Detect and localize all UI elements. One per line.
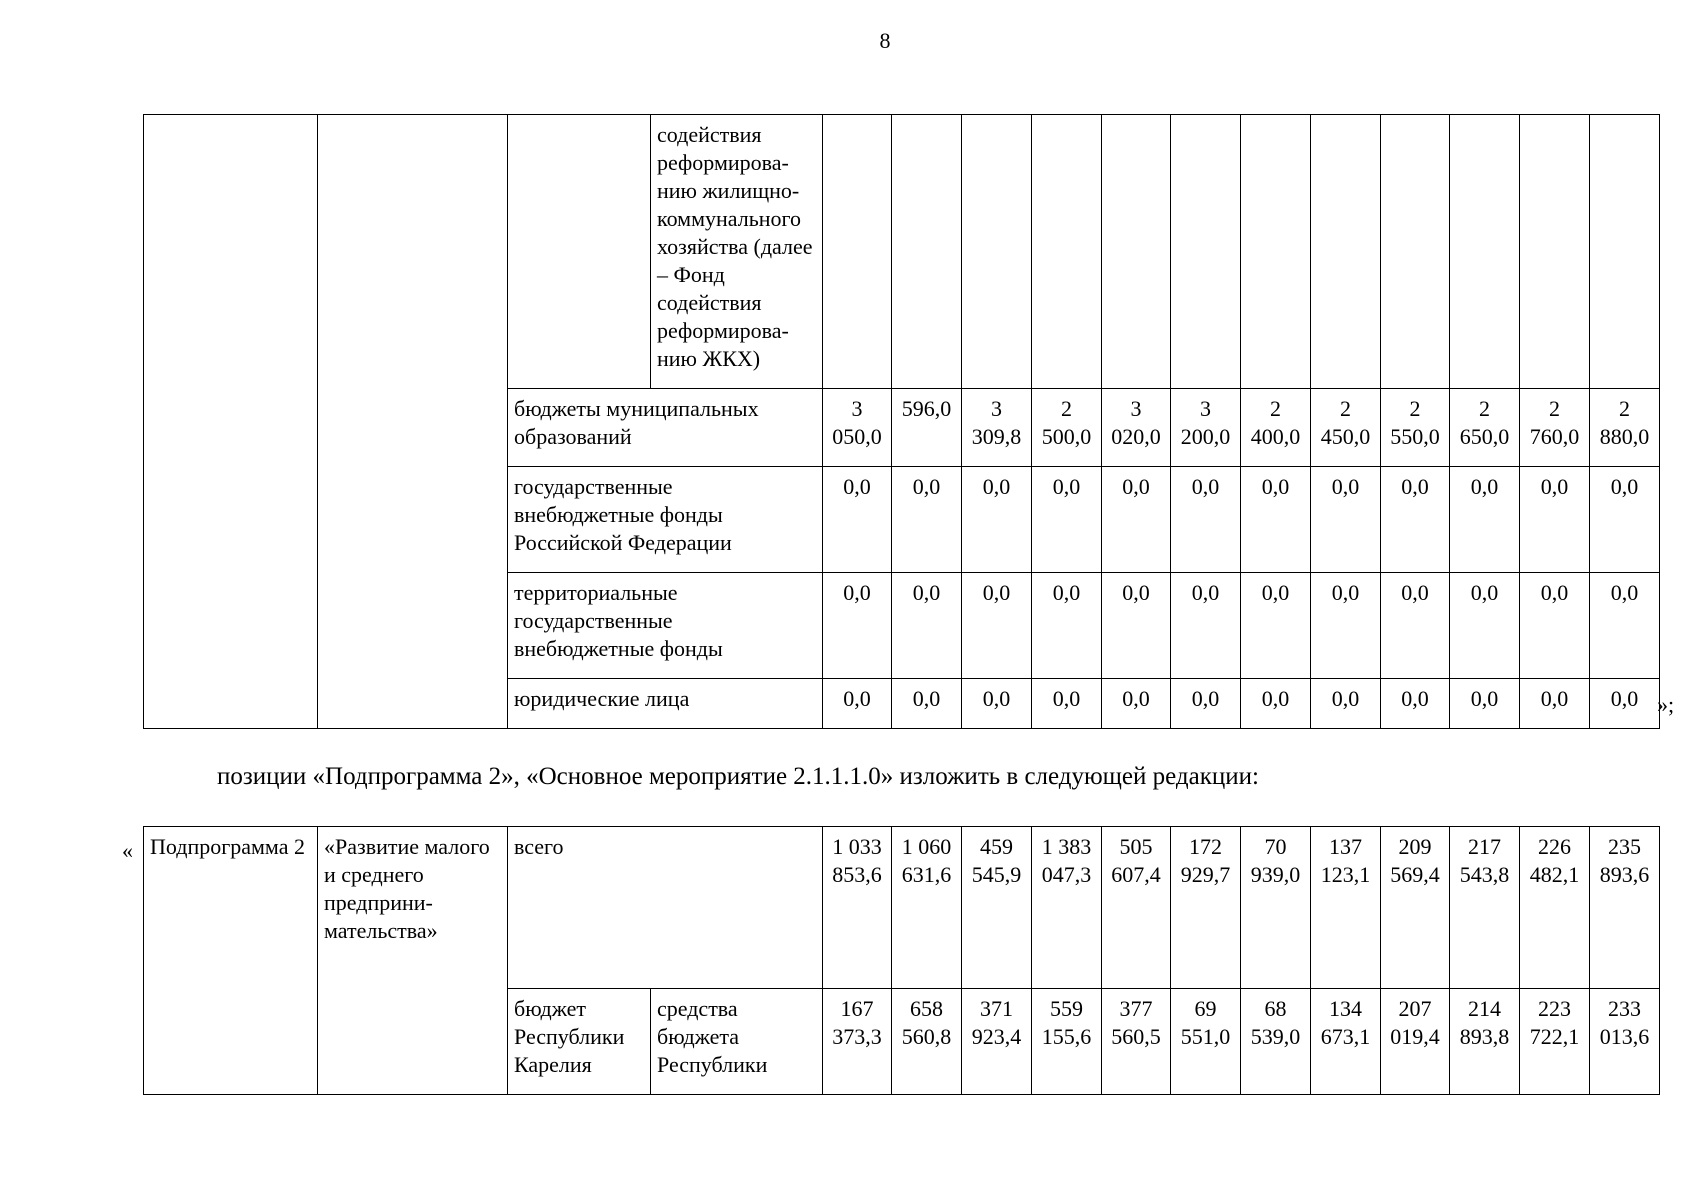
value-cell: 1 060 631,6	[892, 827, 962, 989]
value-cell: 505 607,4	[1102, 827, 1171, 989]
value-cell: 172 929,7	[1171, 827, 1241, 989]
name-cell: «Развитие малого и среднего предприни-мательства»	[318, 827, 508, 1095]
value-cell: 137 123,1	[1311, 827, 1381, 989]
value-cell: 0,0	[823, 467, 892, 573]
value-cell: 0,0	[892, 679, 962, 729]
value-cell: 596,0	[892, 389, 962, 467]
value-cell: 1 383 047,3	[1032, 827, 1102, 989]
value-cell: 459 545,9	[962, 827, 1032, 989]
value-cell: 3 020,0	[1102, 389, 1171, 467]
value-cell: 0,0	[1381, 679, 1450, 729]
value-cell: 223 722,1	[1520, 989, 1590, 1095]
value-cell: 3 309,8	[962, 389, 1032, 467]
funding-table-continuation	[143, 114, 1660, 729]
value-cell: 3 050,0	[823, 389, 892, 467]
value-cell: 0,0	[823, 573, 892, 679]
value-cell: 0,0	[1102, 679, 1171, 729]
value-cell: 207 019,4	[1381, 989, 1450, 1095]
value-cell: 377 560,5	[1102, 989, 1171, 1095]
value-cell: 167 373,3	[823, 989, 892, 1095]
value-cell: 0,0	[1450, 467, 1520, 573]
value-cell: 0,0	[1032, 467, 1102, 573]
table-row	[144, 827, 1660, 989]
value-cell: 0,0	[962, 467, 1032, 573]
value-cell: 0,0	[1590, 573, 1660, 679]
value-cell: 0,0	[1171, 467, 1241, 573]
value-cell: 233 013,6	[1590, 989, 1660, 1095]
value-cell: 134 673,1	[1311, 989, 1381, 1095]
value-cell: 69 551,0	[1171, 989, 1241, 1095]
row-label: бюджеты муниципальных образований	[508, 389, 823, 467]
value-cell: 0,0	[1102, 467, 1171, 573]
value-cell: 0,0	[1311, 679, 1381, 729]
row-label: юридические лица	[508, 679, 823, 729]
value-cell: 0,0	[1590, 679, 1660, 729]
value-cell: 559 155,6	[1032, 989, 1102, 1095]
value-cell: 0,0	[962, 679, 1032, 729]
value-cell: 2 650,0	[1450, 389, 1520, 467]
value-cell: 0,0	[1381, 467, 1450, 573]
status-cell: Подпрограмма 2	[144, 827, 318, 1095]
value-cell: 0,0	[892, 573, 962, 679]
value-cell: 0,0	[1590, 467, 1660, 573]
value-cell: 3 200,0	[1171, 389, 1241, 467]
value-cell: 658 560,8	[892, 989, 962, 1095]
value-cell: 235 893,6	[1590, 827, 1660, 989]
value-cell: 0,0	[1171, 679, 1241, 729]
value-cell: 0,0	[1381, 573, 1450, 679]
value-cell: 0,0	[1311, 573, 1381, 679]
value-cell: 0,0	[1241, 679, 1311, 729]
value-cell: 2 880,0	[1590, 389, 1660, 467]
source-cell	[508, 115, 651, 389]
value-cell: 0,0	[1032, 679, 1102, 729]
value-cell: 0,0	[892, 467, 962, 573]
fund-description: содействия реформирова-нию жилищно-коммунального хозяйства (далее – Фонд содействия реформирова-нию ЖКХ)	[651, 115, 823, 389]
value-cell: 0,0	[1520, 467, 1590, 573]
page-number: 8	[879, 28, 891, 53]
value-cell: 0,0	[1450, 679, 1520, 729]
instruction-paragraph: позиции «Подпрограмма 2», «Основное мероприятие 2.1.1.1.0» изложить в следующей редакции:	[217, 763, 1259, 790]
value-cell: 2 400,0	[1241, 389, 1311, 467]
row-label: государственные внебюджетные фонды Российской Федерации	[508, 467, 823, 573]
value-cell: 0,0	[1241, 467, 1311, 573]
value-cell: 0,0	[1032, 573, 1102, 679]
row-label: территориальные государственные внебюджетные фонды	[508, 573, 823, 679]
value-cell: 0,0	[1520, 573, 1590, 679]
value-cell: 70 939,0	[1241, 827, 1311, 989]
value-cell: 0,0	[1171, 573, 1241, 679]
value-cell: 2 760,0	[1520, 389, 1590, 467]
value-cell: 0,0	[1102, 573, 1171, 679]
value-cell: 217 543,8	[1450, 827, 1520, 989]
opening-quote-mark: «	[122, 838, 133, 863]
row-label: средства бюджета Республики	[651, 989, 823, 1095]
value-cell: 2 450,0	[1311, 389, 1381, 467]
value-cell: 2 500,0	[1032, 389, 1102, 467]
value-cell: 214 893,8	[1450, 989, 1520, 1095]
status-cell	[144, 115, 318, 729]
value-cell: 371 923,4	[962, 989, 1032, 1095]
closing-quote-mark: »;	[1657, 692, 1675, 717]
value-cell: 2 550,0	[1381, 389, 1450, 467]
value-cell: 68 539,0	[1241, 989, 1311, 1095]
value-cell: 1 033 853,6	[823, 827, 892, 989]
value-cell: 0,0	[1450, 573, 1520, 679]
value-cell: 0,0	[1241, 573, 1311, 679]
value-cell: 0,0	[962, 573, 1032, 679]
value-cell: 0,0	[1311, 467, 1381, 573]
value-cell: 209 569,4	[1381, 827, 1450, 989]
value-cell: 0,0	[823, 679, 892, 729]
value-cell: 0,0	[1520, 679, 1590, 729]
row-label: всего	[508, 827, 823, 989]
funding-table-subprogram-2	[143, 826, 1660, 1095]
value-cell: 226 482,1	[1520, 827, 1590, 989]
name-cell	[318, 115, 508, 729]
source-cell: бюджет Республики Карелия	[508, 989, 651, 1095]
